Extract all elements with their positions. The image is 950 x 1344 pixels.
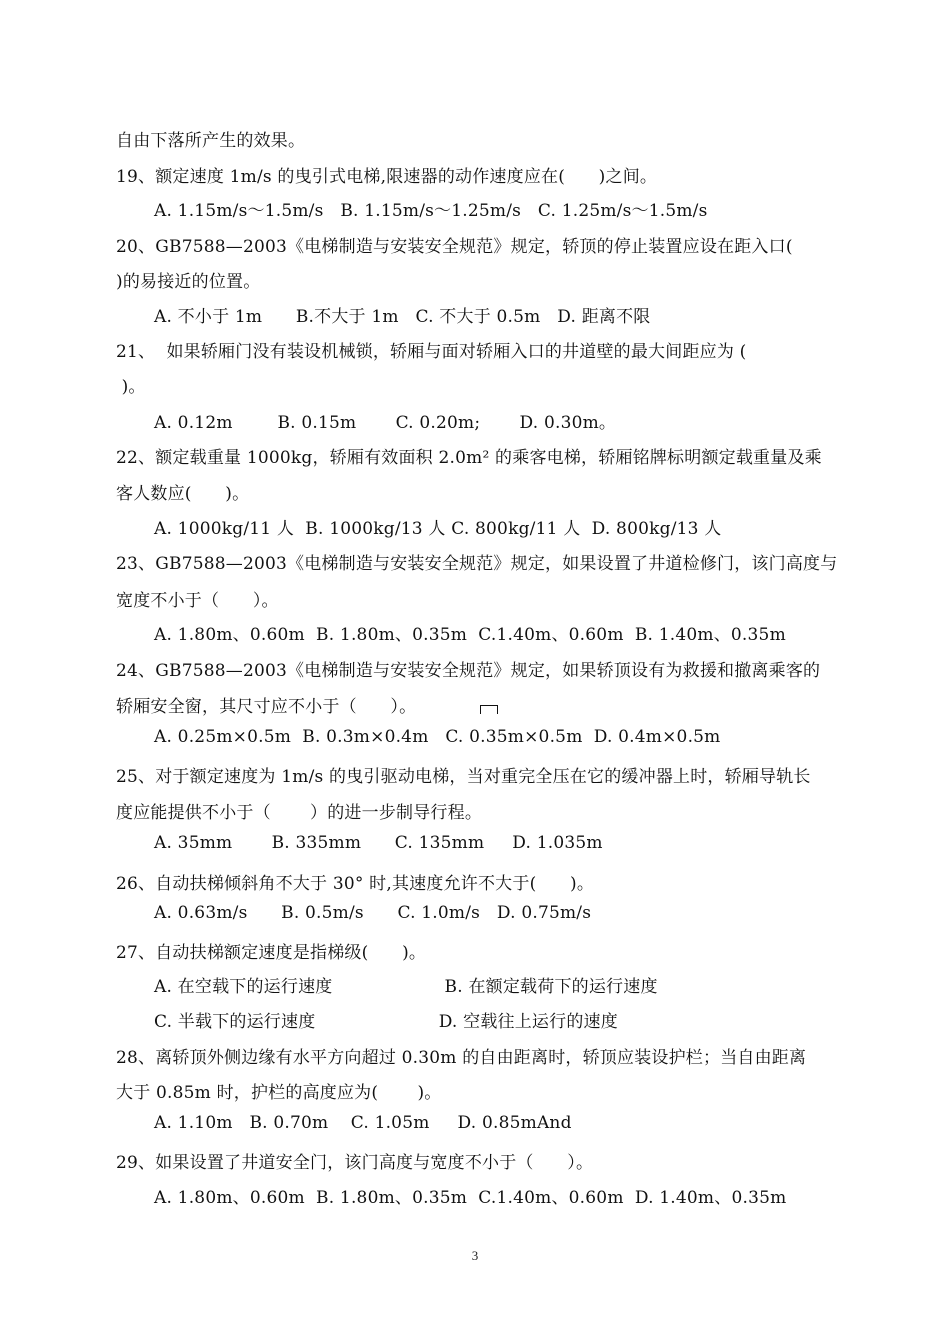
- option-line: A. 0.12m B. 0.15m C. 0.20m; D. 0.30m。: [154, 413, 617, 433]
- question-line: 29、如果设置了井道安全门，该门高度与宽度不小于（ ）。: [116, 1153, 594, 1173]
- question-line: 20、GB7588—2003《电梯制造与安装安全规范》规定，轿顶的停止装置应设在距入口(: [116, 237, 793, 257]
- option-line: C. 半载下的运行速度 D. 空载往上运行的速度: [154, 1012, 618, 1032]
- question-line: 27、自动扶梯额定速度是指梯级( )。: [116, 943, 427, 963]
- question-line: 26、自动扶梯倾斜角不大于 30° 时,其速度允许不大于( )。: [116, 874, 595, 894]
- option-line: A. 35mm B. 335mm C. 135mm D. 1.035m: [154, 833, 603, 853]
- question-line: 轿厢安全窗，其尺寸应不小于（ ）。: [116, 697, 417, 717]
- question-line: )。: [116, 377, 146, 397]
- option-line: A. 不小于 1m B.不大于 1m C. 不大于 0.5m D. 距离不限: [154, 307, 651, 327]
- question-line: 21、 如果轿厢门没有装设机械锁，轿厢与面对轿厢入口的井道壁的最大间距应为 (: [116, 342, 747, 362]
- question-line: 23、GB7588—2003《电梯制造与安装安全规范》规定，如果设置了井道检修门，该门高度与: [116, 554, 838, 574]
- option-line: A. 1000kg/11 人 B. 1000kg/13 人 C. 800kg/11 人 D. 800kg/13 人: [154, 519, 722, 539]
- option-line: A. 1.80m、0.60m B. 1.80m、0.35m C.1.40m、0.60m B. 1.40m、0.35m: [154, 625, 786, 645]
- question-line: 19、额定速度 1m/s 的曳引式电梯,限速器的动作速度应在( )之间。: [116, 167, 658, 187]
- option-line: A. 0.25m×0.5m B. 0.3m×0.4m C. 0.35m×0.5m D. 0.4m×0.5m: [154, 727, 721, 747]
- stray-mark: [480, 705, 498, 714]
- question-line: 大于 0.85m 时，护栏的高度应为( )。: [116, 1083, 442, 1103]
- option-line: A. 0.63m/s B. 0.5m/s C. 1.0m/s D. 0.75m/s: [154, 903, 592, 923]
- question-line: 22、额定载重量 1000kg，轿厢有效面积 2.0m² 的乘客电梯，轿厢铭牌标明额定载重量及乘: [116, 448, 822, 468]
- option-line: A. 1.80m、0.60m B. 1.80m、0.35m C.1.40m、0.60m D. 1.40m、0.35m: [154, 1188, 787, 1208]
- option-line: A. 1.10m B. 0.70m C. 1.05m D. 0.85mAnd: [154, 1113, 572, 1133]
- question-line: 自由下落所产生的效果。: [116, 131, 306, 151]
- question-line: 度应能提供不小于（ ）的进一步制导行程。: [116, 803, 483, 823]
- option-line: A. 1.15m/s～1.5m/s B. 1.15m/s～1.25m/s C. 1.25m/s～1.5m/s: [154, 201, 708, 221]
- question-line: 24、GB7588—2003《电梯制造与安装安全规范》规定，如果轿顶设有为救援和撤离乘客的: [116, 661, 821, 681]
- question-line: 客人数应( )。: [116, 484, 250, 504]
- question-line: )的易接近的位置。: [116, 272, 261, 292]
- page-number: 3: [471, 1248, 479, 1263]
- option-line: A. 在空载下的运行速度 B. 在额定载荷下的运行速度: [154, 977, 658, 997]
- question-line: 25、对于额定速度为 1m/s 的曳引驱动电梯，当对重完全压在它的缓冲器上时，轿厢导轨长: [116, 767, 811, 787]
- question-line: 28、离轿顶外侧边缘有水平方向超过 0.30m 的自由距离时，轿顶应装设护栏；当自由距离: [116, 1048, 807, 1068]
- question-line: 宽度不小于（ ）。: [116, 591, 279, 611]
